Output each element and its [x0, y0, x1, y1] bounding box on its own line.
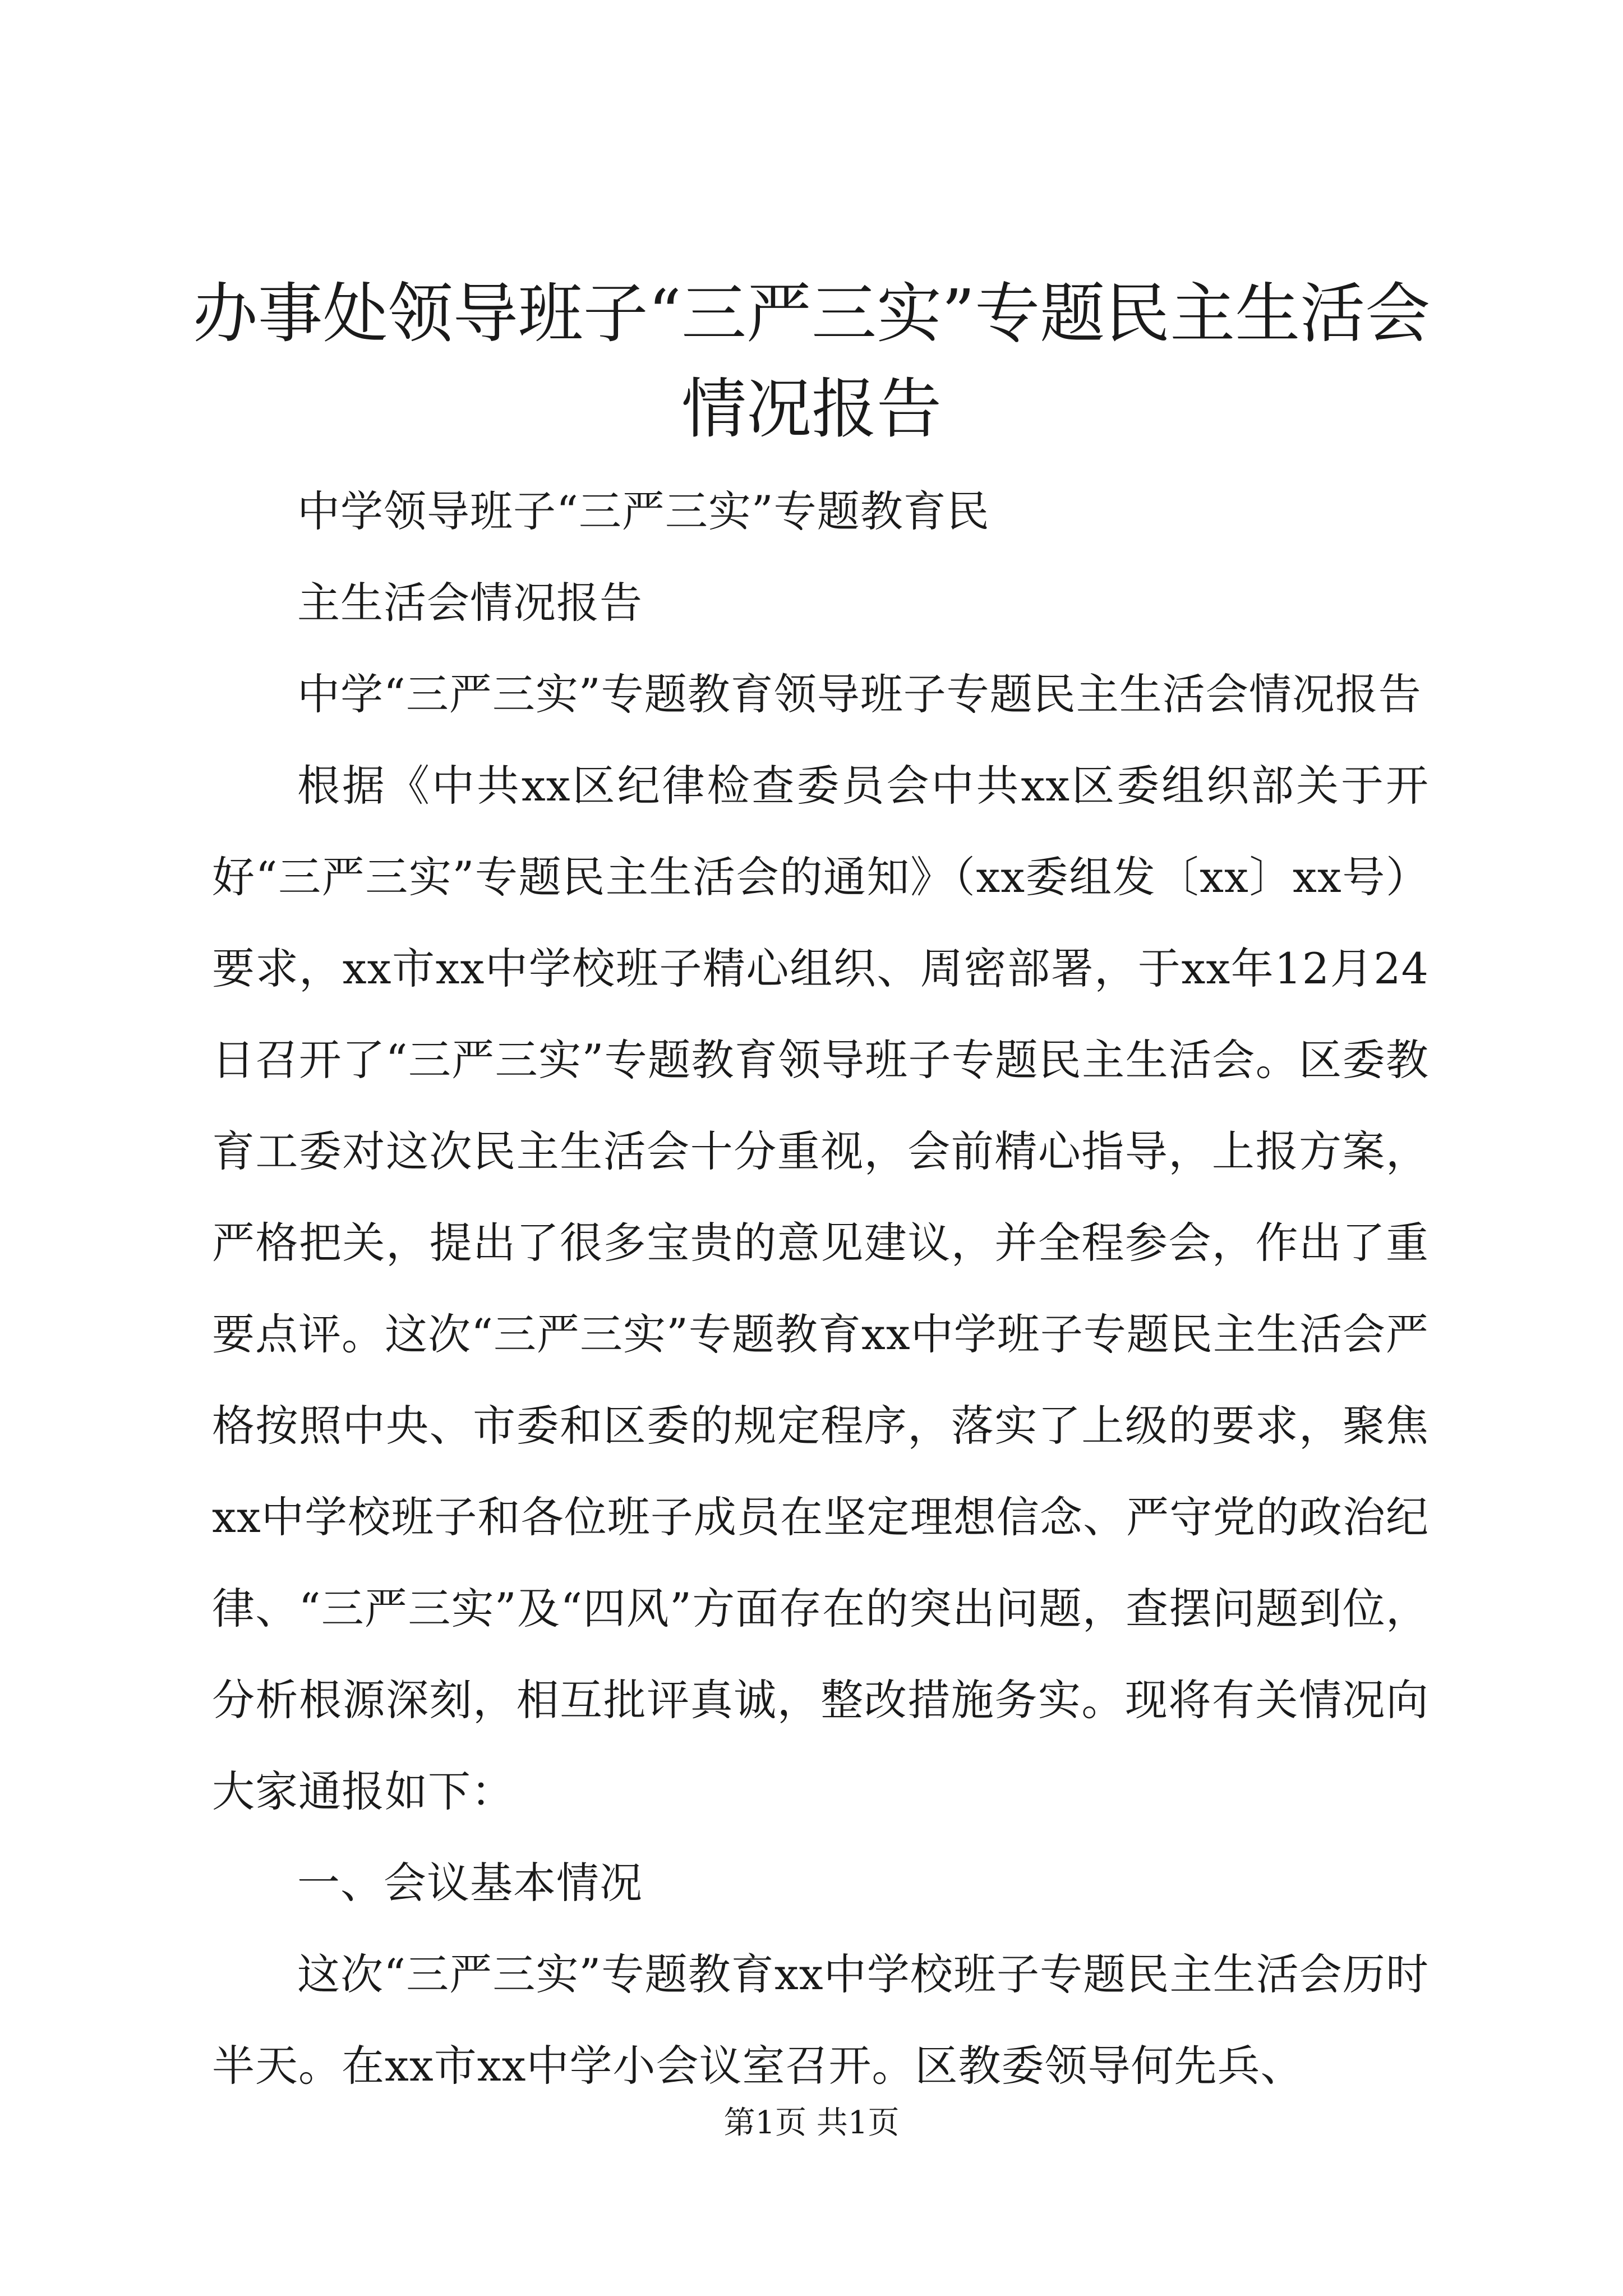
document-body	[212, 466, 1429, 2111]
page-footer	[0, 2101, 1623, 2146]
paragraph-subtitle-2: 主生活会情况报告	[297, 578, 643, 628]
page-number-label: 第1页 共1页	[723, 2105, 900, 2141]
document-title	[185, 266, 1438, 457]
title-line-1: 办事处领导班子“三严三实”专题民主生活会	[192, 276, 1431, 352]
paragraph-heading: 中学“三严三实”专题教育领导班子专题民主生活会情况报告	[297, 669, 1422, 719]
paragraph-section-1: 这次“三严三实”专题教育xx中学校班子专题民主生活会历时半天。在xx市xx中学小会议室召开。区教委领导何先兵、	[212, 1949, 1429, 2091]
title-line-2: 情况报告	[681, 371, 942, 447]
paragraph-intro: 根据《中共xx区纪律检查委员会中共xx区委组织部关于开好“三严三实”专题民主生活会的通知》（xx委组发〔xx〕xx号）要求，xx市xx中学校班子精心组织、周密部署，于xx年12月24日召开了“三严三实”专题教育领导班子专题民主生活会。区委教育工委对这次民主生活会十分重视，会前精心指导，上报方案，严格把关，提出了很多宝贵的意见建议，并全程参会，作出了重要点评。这次“三严三实”专题教育xx中学班子专题民主生活会严格按照中央、市委和区委的规定程序，落实了上级的要求，聚焦xx中学校班子和各位班子成员在坚定理想信念、严守党的政治纪律、“三严三实”及“四风”方面存在的突出问题，查摆问题到位，分析根源深刻，相互批评真诚，整改措施务实。现将有关情况向大家通报如下：	[212, 761, 1429, 1816]
paragraph-subtitle-1: 中学领导班子“三严三实”专题教育民	[297, 486, 990, 536]
section-heading-1: 一、会议基本情况	[297, 1858, 643, 1908]
